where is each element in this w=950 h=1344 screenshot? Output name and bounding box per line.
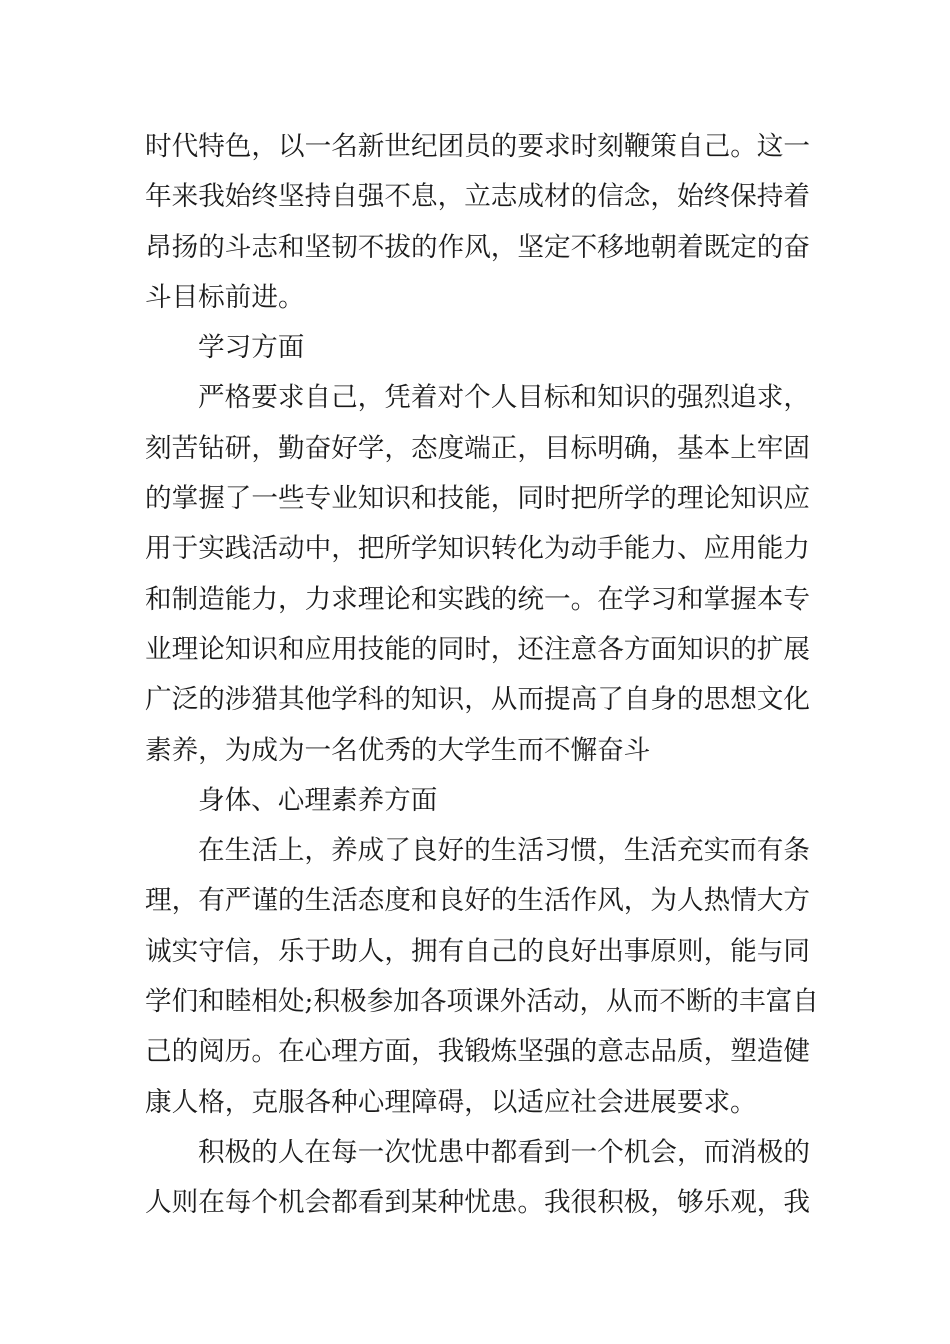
text-line: 素养，为成为一名优秀的大学生而不懈奋斗 [145, 734, 651, 766]
text-line: 严格要求自己，凭着对个人目标和知识的强烈追求， [198, 382, 810, 414]
text-line: 斗目标前进。 [145, 281, 305, 313]
text-line: 用于实践活动中，把所学知识转化为动手能力、应用能力 [145, 533, 810, 565]
text-line: 和制造能力，力求理论和实践的统一。在学习和掌握本专 [145, 583, 810, 615]
text-line: 业理论知识和应用技能的同时，还注意各方面知识的扩展 [145, 633, 810, 665]
text-line: 学们和睦相处;积极参加各项课外活动，从而不断的丰富自 [145, 986, 819, 1018]
text-line: 积极的人在每一次忧患中都看到一个机会，而消极的 [198, 1136, 810, 1168]
text-line: 学习方面 [198, 332, 305, 364]
text-line: 刻苦钻研，勤奋好学，态度端正，目标明确，基本上牢固 [145, 432, 810, 464]
text-line: 昂扬的斗志和坚韧不拔的作风，坚定不移地朝着既定的奋 [145, 231, 810, 263]
text-line: 广泛的涉猎其他学科的知识，从而提高了自身的思想文化 [145, 684, 810, 716]
document-body [145, 122, 819, 1229]
text-line: 诚实守信，乐于助人，拥有自己的良好出事原则，能与同 [145, 935, 810, 967]
text-line: 理，有严谨的生活态度和良好的生活作风，为人热情大方 [145, 885, 810, 917]
text-line: 时代特色，以一名新世纪团员的要求时刻鞭策自己。这一 [145, 131, 810, 162]
text-line: 年来我始终坚持自强不息，立志成材的信念，始终保持着 [145, 181, 810, 213]
text-line: 人则在每个机会都看到某种忧患。我很积极，够乐观，我 [145, 1187, 810, 1219]
text-line: 身体、心理素养方面 [198, 784, 438, 816]
text-line: 己的阅历。在心理方面，我锻炼坚强的意志品质，塑造健 [145, 1036, 810, 1068]
text-line: 康人格，克服各种心理障碍，以适应社会进展要求。 [145, 1086, 757, 1118]
text-line: 在生活上，养成了良好的生活习惯，生活充实而有条 [198, 835, 810, 867]
text-line: 的掌握了一些专业知识和技能，同时把所学的理论知识应 [145, 483, 810, 515]
